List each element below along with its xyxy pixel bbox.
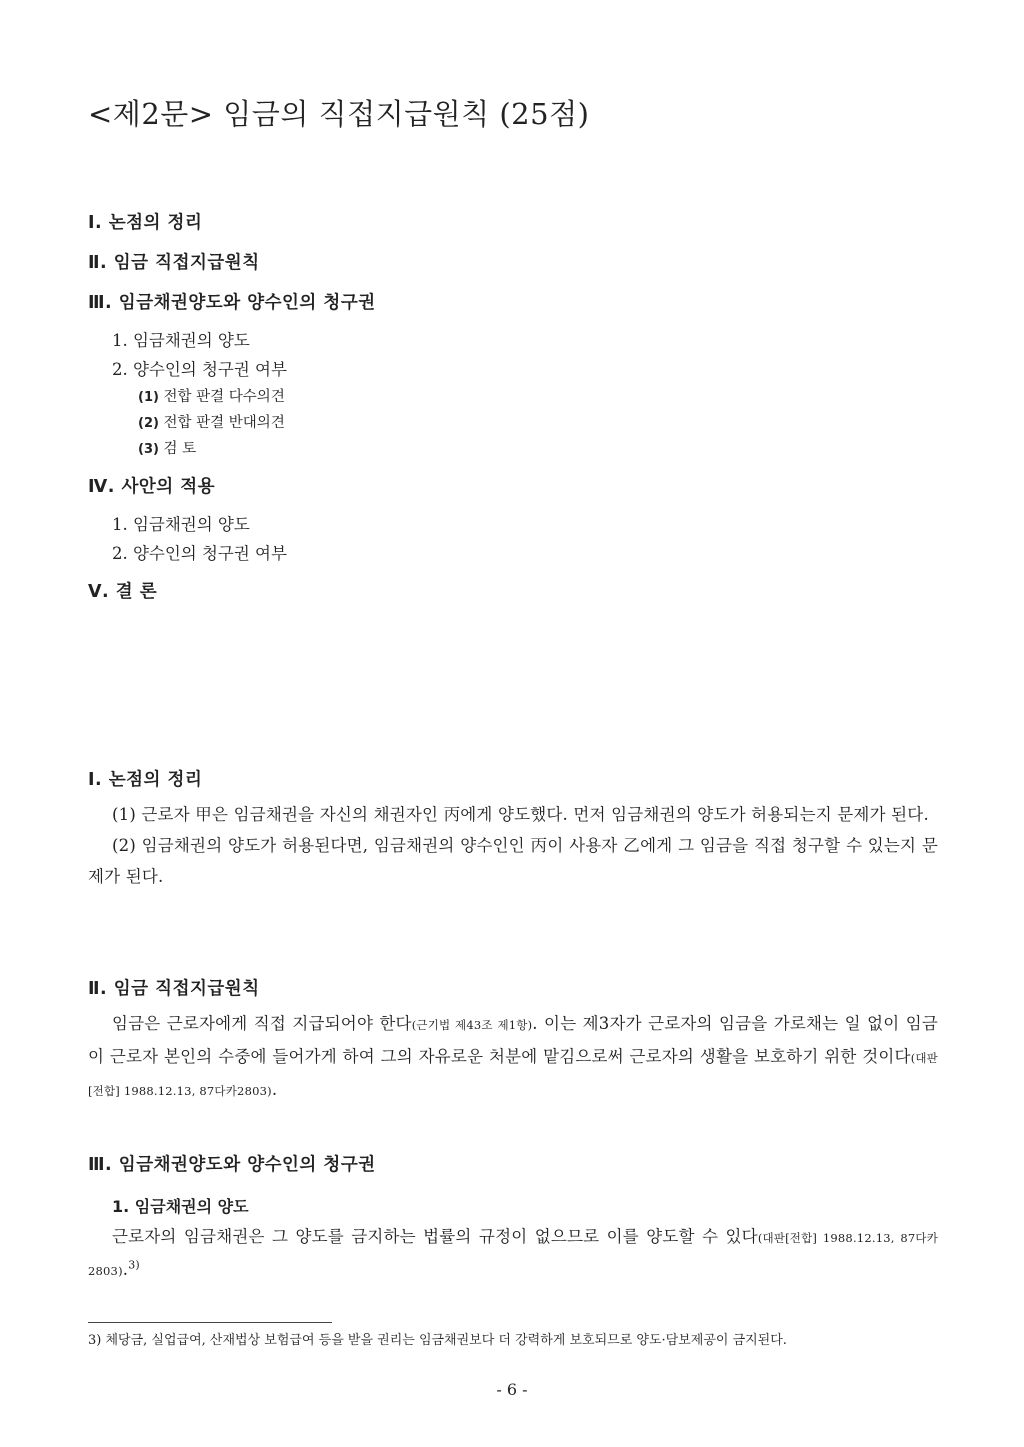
outline-item-3-1: 1. 임금채권의 양도 bbox=[112, 331, 250, 350]
outline-heading-4: Ⅳ. 사안의 적용 bbox=[88, 477, 216, 497]
footnote-reference[interactable]: 3) bbox=[128, 1258, 140, 1272]
paragraph-text: . 이는 제3자가 근로자의 임금을 가로채는 일 없이 임금이 근로자 본인의 수중에 들어가게 하여 그의 자유로운 처분에 맡김으로써 근로자의 생활을 보호하기 위한 것이다 bbox=[88, 1014, 938, 1066]
page-number: - 6 - bbox=[496, 1380, 528, 1399]
paragraph: (1) 근로자 甲은 임금채권을 자신의 채권자인 丙에게 양도했다. 먼저 임금채권의 양도가 허용되는지 문제가 된다. bbox=[112, 805, 929, 824]
outline-item-label: 전합 판결 반대의견 bbox=[163, 415, 285, 431]
section-assignment bbox=[88, 1151, 938, 1287]
outline-item-3-2: 2. 양수인의 청구권 여부 bbox=[112, 360, 287, 379]
outline-item-label: 검 토 bbox=[163, 441, 197, 457]
outline-item-3-2-3 bbox=[88, 436, 948, 470]
paragraph bbox=[88, 1221, 938, 1287]
table-of-contents bbox=[88, 206, 948, 615]
citation: (대판[전합] 1988.12.13, 87다카2803) bbox=[88, 1051, 938, 1098]
subsection-heading: 1. 임금채권의 양도 bbox=[112, 1197, 249, 1216]
outline-heading-2: Ⅱ. 임금 직접지급원칙 bbox=[88, 253, 260, 273]
page-title: <제2문> 임금의 직접지급원칙 (25점) bbox=[88, 97, 590, 131]
outline-item-3-2-2 bbox=[88, 410, 948, 436]
section-direct-payment bbox=[88, 975, 938, 1107]
section-heading: Ⅲ. 임금채권양도와 양수인의 청구권 bbox=[88, 1155, 376, 1175]
citation: (대판[전합] 1988.12.13, 87다카2803) bbox=[88, 1231, 938, 1278]
paragraph-text: . bbox=[122, 1260, 129, 1279]
citation: (근기법 제43조 제1항) bbox=[411, 1018, 533, 1032]
outline-heading-5: Ⅴ. 결 론 bbox=[88, 582, 158, 602]
outline-item-number: (2) bbox=[138, 416, 159, 431]
paragraph-text: 근로자의 임금채권은 그 양도를 금지하는 법률의 규정이 없으므로 이를 양도할 수 있다 bbox=[112, 1227, 758, 1246]
outline-item-3-2-1 bbox=[88, 384, 948, 410]
outline-heading-3: Ⅲ. 임금채권양도와 양수인의 청구권 bbox=[88, 293, 376, 313]
paragraph-text: 임금은 근로자에게 직접 지급되어야 한다 bbox=[112, 1014, 412, 1033]
outline-item-4-2: 2. 양수인의 청구권 여부 bbox=[112, 544, 287, 563]
paragraph bbox=[88, 1008, 938, 1107]
section-heading: Ⅰ. 논점의 정리 bbox=[88, 770, 203, 790]
outline-item-number: (1) bbox=[138, 390, 159, 405]
footnote: 3) 체당금, 실업급여, 산재법상 보험급여 등을 받을 권리는 임금채권보다 더 강력하게 보호되므로 양도·담보제공이 금지된다. bbox=[88, 1333, 787, 1348]
outline-heading-1: Ⅰ. 논점의 정리 bbox=[88, 213, 203, 233]
footnote-divider bbox=[88, 1322, 332, 1323]
outline-item-number: (3) bbox=[138, 442, 159, 457]
outline-item-label: 전합 판결 다수의견 bbox=[163, 389, 285, 405]
section-issues bbox=[88, 766, 938, 892]
paragraph: (2) 임금채권의 양도가 허용된다면, 임금채권의 양수인인 丙이 사용자 乙에게 그 임금을 직접 청구할 수 있는지 문제가 된다. bbox=[88, 836, 938, 886]
outline-item-4-1: 1. 임금채권의 양도 bbox=[112, 515, 250, 534]
paragraph-text: . bbox=[271, 1080, 278, 1099]
section-heading: Ⅱ. 임금 직접지급원칙 bbox=[88, 979, 260, 999]
